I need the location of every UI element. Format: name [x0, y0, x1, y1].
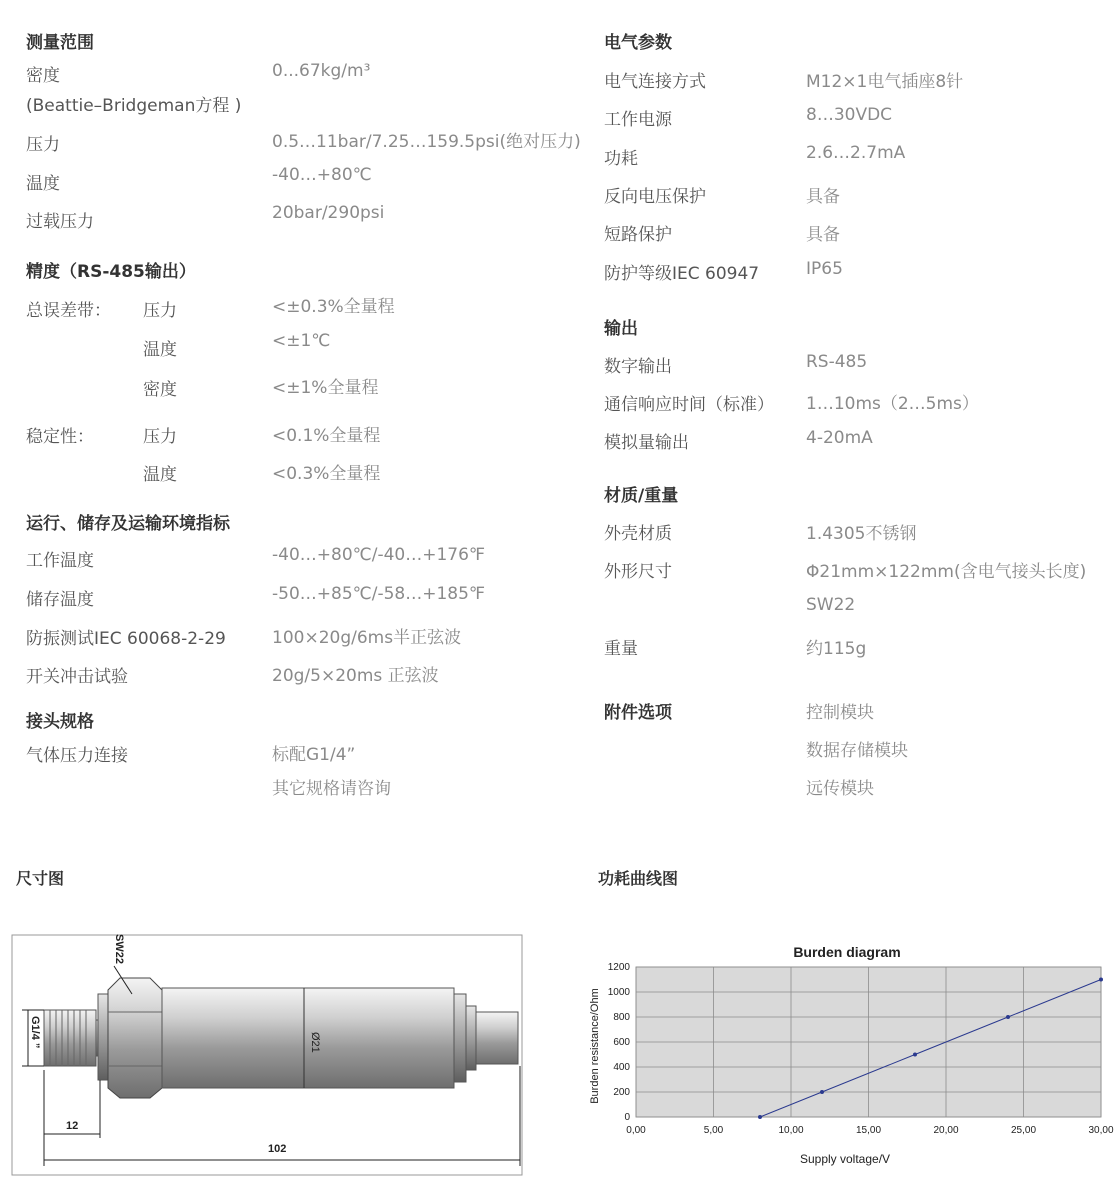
- dimension-drawing: [8, 930, 538, 1180]
- y-tick-label: 600: [613, 1037, 630, 1048]
- stability-temp-value: <0.3%全量程: [272, 464, 381, 484]
- total-error-label: 总误差带：: [26, 301, 111, 321]
- gas-connection-value: 标配G1/4”: [272, 745, 356, 765]
- x-tick-label: 25,00: [1010, 1125, 1037, 1136]
- response-time-value: 1…10ms（2…5ms）: [806, 394, 979, 414]
- x-tick-label: 0,00: [626, 1125, 646, 1136]
- y-tick-label: 0: [624, 1112, 630, 1123]
- reverse-protect-label: 反向电压保护: [604, 187, 706, 207]
- y-tick-label: 1200: [607, 962, 630, 973]
- response-time-label: 通信响应时间（标准）: [604, 395, 774, 415]
- y-tick-label: 200: [613, 1087, 630, 1098]
- section-title-output: 输出: [604, 319, 638, 339]
- shell-material-value: 1.4305不锈钢: [806, 524, 917, 544]
- section-title-range: 测量范围: [26, 33, 94, 53]
- burden-chart: [586, 932, 1114, 1172]
- x-tick-label: 10,00: [778, 1125, 804, 1136]
- y-tick-label: 1000: [607, 987, 630, 998]
- hex-nut: [98, 978, 162, 1098]
- data-point: [820, 1090, 824, 1094]
- dim-102-label: 102: [268, 1143, 287, 1155]
- shock-value: 20g/5×20ms 正弦波: [272, 666, 439, 686]
- elec-conn-value: M12×1电气插座8针: [806, 72, 964, 92]
- temp-label: 温度: [26, 174, 60, 194]
- store-temp-value: -50…+85℃/-58…+185℉: [272, 584, 486, 604]
- section-title-connection: 接头规格: [26, 712, 94, 732]
- dimension-value: Φ21mm×122mm(含电气接头长度): [806, 562, 1087, 582]
- reverse-protect-value: 具备: [806, 187, 840, 207]
- data-point: [913, 1053, 917, 1057]
- digital-output-value: RS-485: [806, 352, 868, 372]
- stability-pressure-label: 压力: [143, 427, 177, 447]
- section-title-accessories: 附件选项: [604, 703, 672, 723]
- total-pressure-label: 压力: [143, 301, 177, 321]
- x-tick-label: 30,00: [1088, 1125, 1114, 1136]
- weight-value: 约115g: [806, 639, 867, 659]
- y-tick-label: 400: [613, 1062, 630, 1073]
- density-value: 0...67kg/m³: [272, 61, 371, 81]
- total-temp-value: <±1℃: [272, 331, 331, 351]
- ip-label: 防护等级IEC 60947: [604, 264, 760, 284]
- x-axis-label: Supply voltage/V: [799, 1152, 891, 1166]
- pressure-value: 0.5…11bar/7.25…159.5psi(绝对压力): [272, 132, 581, 152]
- y-axis-ticks: [608, 962, 631, 1123]
- overload-label: 过载压力: [26, 212, 94, 232]
- section-title-material: 材质/重量: [604, 486, 679, 506]
- x-axis-ticks: [626, 1125, 1114, 1136]
- x-tick-label: 15,00: [855, 1125, 882, 1136]
- total-temp-label: 温度: [143, 340, 177, 360]
- accessory-option-1: 控制模块: [806, 703, 874, 723]
- pressure-label: 压力: [26, 135, 60, 155]
- total-pressure-value: <±0.3%全量程: [272, 297, 395, 317]
- sensor-body: [162, 988, 454, 1088]
- section-title-env: 运行、储存及运输环境指标: [26, 514, 230, 534]
- vibration-label: 防振测试IEC 60068-2-29: [26, 629, 226, 649]
- temp-value: -40…+80℃: [272, 165, 372, 185]
- weight-label: 重量: [604, 639, 638, 659]
- data-point: [1006, 1015, 1010, 1019]
- consumption-value: 2.6…2.7mA: [806, 143, 906, 163]
- section-title-electrical: 电气参数: [604, 33, 672, 53]
- short-protect-label: 短路保护: [604, 225, 672, 245]
- ip-value: IP65: [806, 259, 843, 279]
- data-point: [758, 1115, 762, 1119]
- power-value: 8…30VDC: [806, 105, 893, 125]
- data-point: [1099, 978, 1103, 982]
- dimension-drawing-title: 尺寸图: [16, 869, 65, 888]
- stability-temp-label: 温度: [143, 465, 177, 485]
- sw22-label: SW22: [113, 934, 125, 964]
- burden-curve-title: 功耗曲线图: [598, 869, 679, 888]
- y-axis-label: Burden resistance/Ohm: [589, 988, 601, 1104]
- stability-pressure-value: <0.1%全量程: [272, 426, 381, 446]
- diameter-label: Ø21: [309, 1032, 321, 1053]
- elec-conn-label: 电气连接方式: [604, 72, 706, 92]
- stability-label: 稳定性：: [26, 427, 94, 447]
- total-density-value: <±1%全量程: [272, 378, 379, 398]
- wrench-size-value: SW22: [806, 595, 856, 615]
- work-temp-value: -40…+80℃/-40…+176℉: [272, 545, 486, 565]
- shell-material-label: 外壳材质: [604, 524, 672, 544]
- shock-label: 开关冲击试验: [26, 667, 128, 687]
- dimension-label: 外形尺寸: [604, 562, 672, 582]
- density-label: 密度: [26, 66, 60, 86]
- y-tick-label: 800: [613, 1012, 630, 1023]
- gas-connection-label: 气体压力连接: [26, 746, 128, 766]
- short-protect-value: 具备: [806, 225, 840, 245]
- store-temp-label: 储存温度: [26, 590, 94, 610]
- accessory-option-2: 数据存储模块: [806, 741, 908, 761]
- x-tick-label: 20,00: [933, 1125, 959, 1136]
- gas-connection-note: 其它规格请咨询: [272, 779, 391, 799]
- consumption-label: 功耗: [604, 149, 638, 169]
- section-title-accuracy: 精度（RS-485输出）: [26, 262, 196, 282]
- work-temp-label: 工作温度: [26, 551, 94, 571]
- dim-12-label: 12: [66, 1120, 79, 1132]
- analog-output-label: 模拟量输出: [604, 433, 689, 453]
- analog-output-value: 4-20mA: [806, 428, 873, 448]
- digital-output-label: 数字输出: [604, 357, 672, 377]
- total-density-label: 密度: [143, 380, 177, 400]
- overload-value: 20bar/290psi: [272, 203, 385, 223]
- chart-title: Burden diagram: [793, 944, 901, 960]
- power-label: 工作电源: [604, 110, 672, 130]
- accessory-option-3: 远传模块: [806, 779, 874, 799]
- vibration-value: 100×20g/6ms半正弦波: [272, 628, 462, 648]
- x-tick-label: 5,00: [703, 1125, 724, 1136]
- thread-size-label: G1/4 ”: [29, 1016, 41, 1049]
- density-formula-label: (Beattie–Bridgeman方程 ): [26, 96, 242, 116]
